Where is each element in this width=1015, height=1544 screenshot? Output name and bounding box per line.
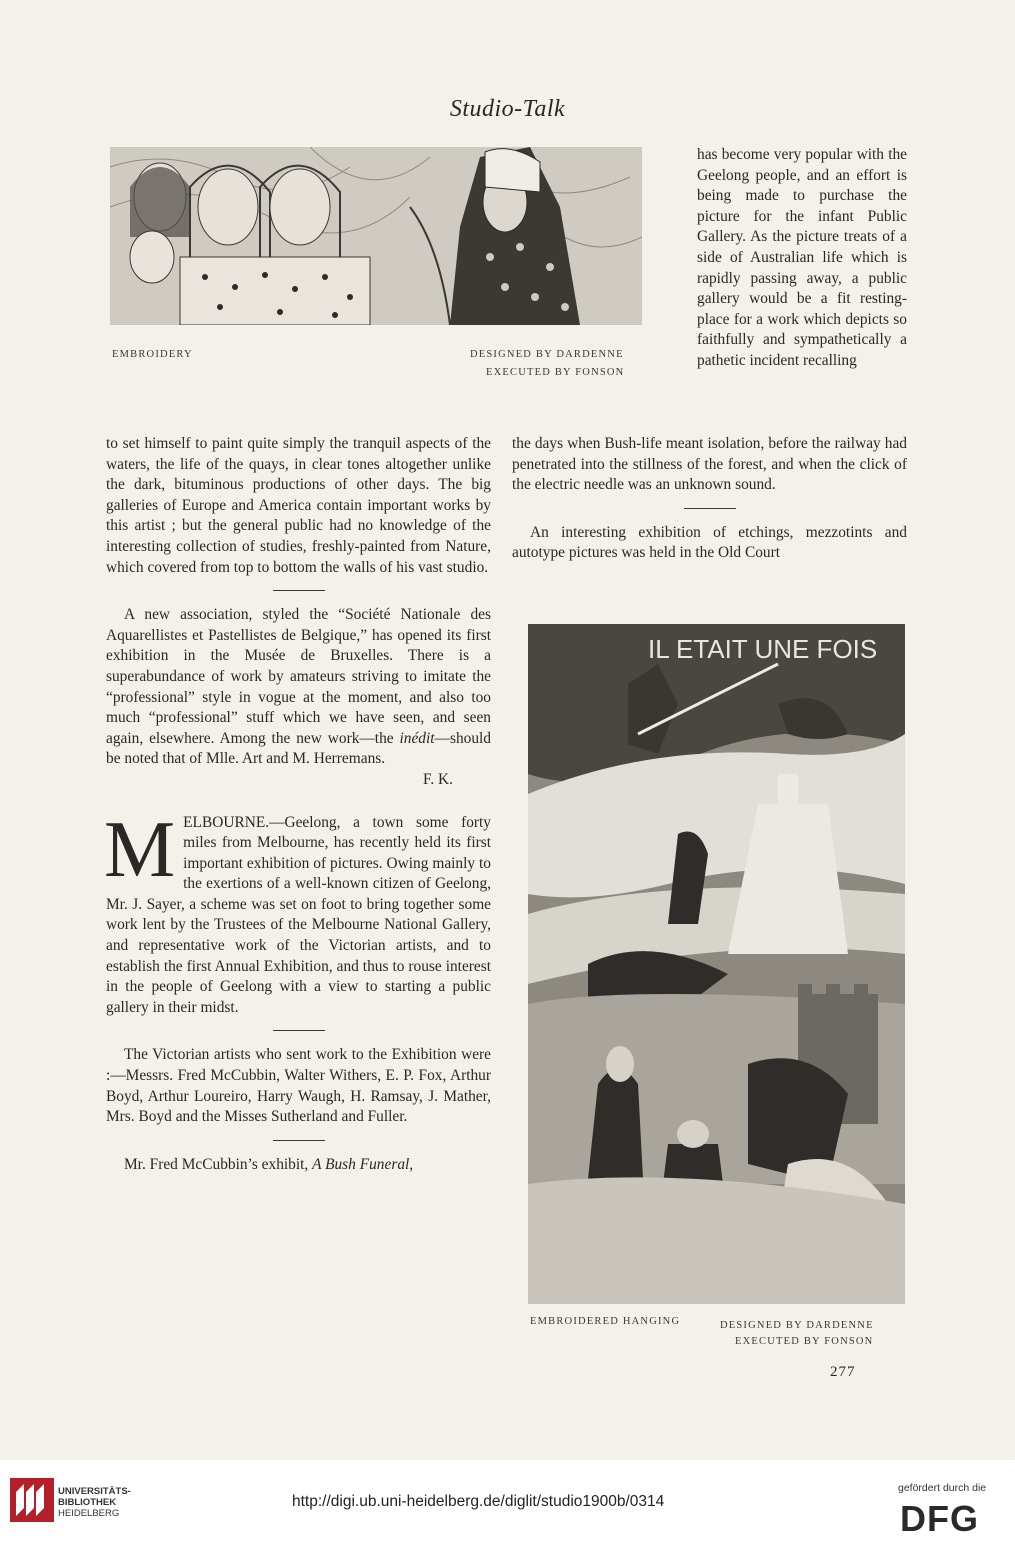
funder-logo: DFG xyxy=(900,1498,979,1539)
inedit-italic: inédit xyxy=(399,729,435,747)
embroidered-hanging-illustration xyxy=(528,624,905,1304)
embroidered-hanging-figure xyxy=(528,624,905,1304)
running-header: Studio-Talk xyxy=(449,96,566,122)
etchings-paragraph: An interesting exhibition of etchings, mezzotints and autotype pictures was held in the Old Court xyxy=(512,523,907,562)
top-figure-caption-left: EMBROIDERY xyxy=(112,349,193,360)
drop-cap: M xyxy=(104,805,176,894)
author-signature: F. K. xyxy=(423,770,453,788)
association-text-b: —should be noted that of Mlle. Art and M. Herremans. xyxy=(106,729,491,768)
digital-library-link[interactable]: http://digi.ub.uni-heidelberg.de/diglit/studio1900b/0314 xyxy=(292,1493,665,1510)
melbourne-paragraph xyxy=(104,805,491,1019)
top-figure-caption-designed: DESIGNED BY DARDENNE xyxy=(470,349,624,360)
mccubbin-text: Mr. Fred McCubbin’s exhibit, xyxy=(124,1155,313,1173)
association-text-a: A new association, styled the “Société Nationale des Aquarellistes et Pastellistes de Belgique,” has opened its first exhibition in the Musée de Bruxelles. There is a superabundance of work by amateurs striving to imitate the “professional” style in vogue at the moment, and also too much “professional” stuff which we have seen, and seen again, elsewhere. Among the new work—the xyxy=(106,606,491,747)
artists-paragraph: The Victorian artists who sent work to the Exhibition were :—Messrs. Fred McCubbin, Walter Withers, E. P. Fox, Arthur Boyd, Arthur Loureiro, Harry Waugh, H. Ramsay, J. Mather, Mrs. Boyd and the Misses Sutherland and Fuller. xyxy=(106,1046,491,1126)
library-name xyxy=(58,1486,131,1519)
right-figure-caption-left: EMBROIDERED HANGING xyxy=(530,1316,681,1327)
funding-note: gefördert durch die xyxy=(898,1482,987,1494)
university-logo xyxy=(10,1478,54,1522)
library-name-line2: BIBLIOTHEK xyxy=(58,1497,117,1508)
page-number: 277 xyxy=(830,1364,856,1380)
library-logo-icon xyxy=(10,1478,54,1522)
right-top-paragraph: has become very popular with the Geelong people, and an effort is being made to purchase the picture for the infant Public Gallery. As the picture treats of a side of Australian life which is rapidly passing away, a public gallery would be a fit resting-place for a work which depicts so faithfully and sympathetically a pathetic incident recalling xyxy=(697,146,907,369)
right-mid-column xyxy=(512,434,907,564)
hanging-inscription: IL ETAIT UNE FOIS xyxy=(648,634,878,664)
section-divider xyxy=(273,590,325,591)
top-figure-caption-executed: EXECUTED BY FONSON xyxy=(486,367,625,378)
section-divider xyxy=(273,1030,325,1031)
library-name-line1: UNIVERSITÄTS- xyxy=(58,1486,131,1497)
bush-funeral-italic: A Bush Funeral, xyxy=(312,1155,414,1173)
section-divider xyxy=(273,1140,325,1141)
mccubbin-paragraph xyxy=(106,1155,491,1176)
right-top-column xyxy=(697,145,907,372)
right-figure-caption-executed: EXECUTED BY FONSON xyxy=(735,1336,874,1347)
library-name-line3: HEIDELBERG xyxy=(58,1508,120,1519)
embroidery-illustration xyxy=(110,147,642,325)
melbourne-text: ELBOURNE.—Geelong, a town some forty miles from Melbourne, has recently held its first important exhibition of pictures. Owing mainly to the exertions of a well-known citizen of Geelong, Mr. J. Sayer, a scheme was set on foot to bring together some work lent by the Trustees of the Melbourne National Gallery, and representative work of the Victorian artists, and to establish the first Annual Exhibition, and thus to rouse interest in the people of Geelong with a view to starting a public gallery in their midst. xyxy=(106,813,491,1016)
embroidery-figure xyxy=(110,147,642,325)
section-divider xyxy=(684,508,736,509)
left-column xyxy=(106,434,491,1175)
right-figure-caption-designed: DESIGNED BY DARDENNE xyxy=(720,1320,874,1331)
artist-paragraph: to set himself to paint quite simply the tranquil aspects of the waters, the life of the quays, in clear tones altogether unlike the dark, bituminous productions of other days. The big galleries of Europe and America contain important works by this artist ; but the general public had no knowledge of the interesting collection of studies, freshly-painted from Nature, which covered from top to bottom the walls of his vast studio. xyxy=(106,435,491,576)
association-paragraph xyxy=(106,605,491,770)
bush-life-paragraph: the days when Bush-life meant isolation, before the railway had penetrated into the stillness of the forest, and when the click of the electric needle was an unknown sound. xyxy=(512,435,907,494)
